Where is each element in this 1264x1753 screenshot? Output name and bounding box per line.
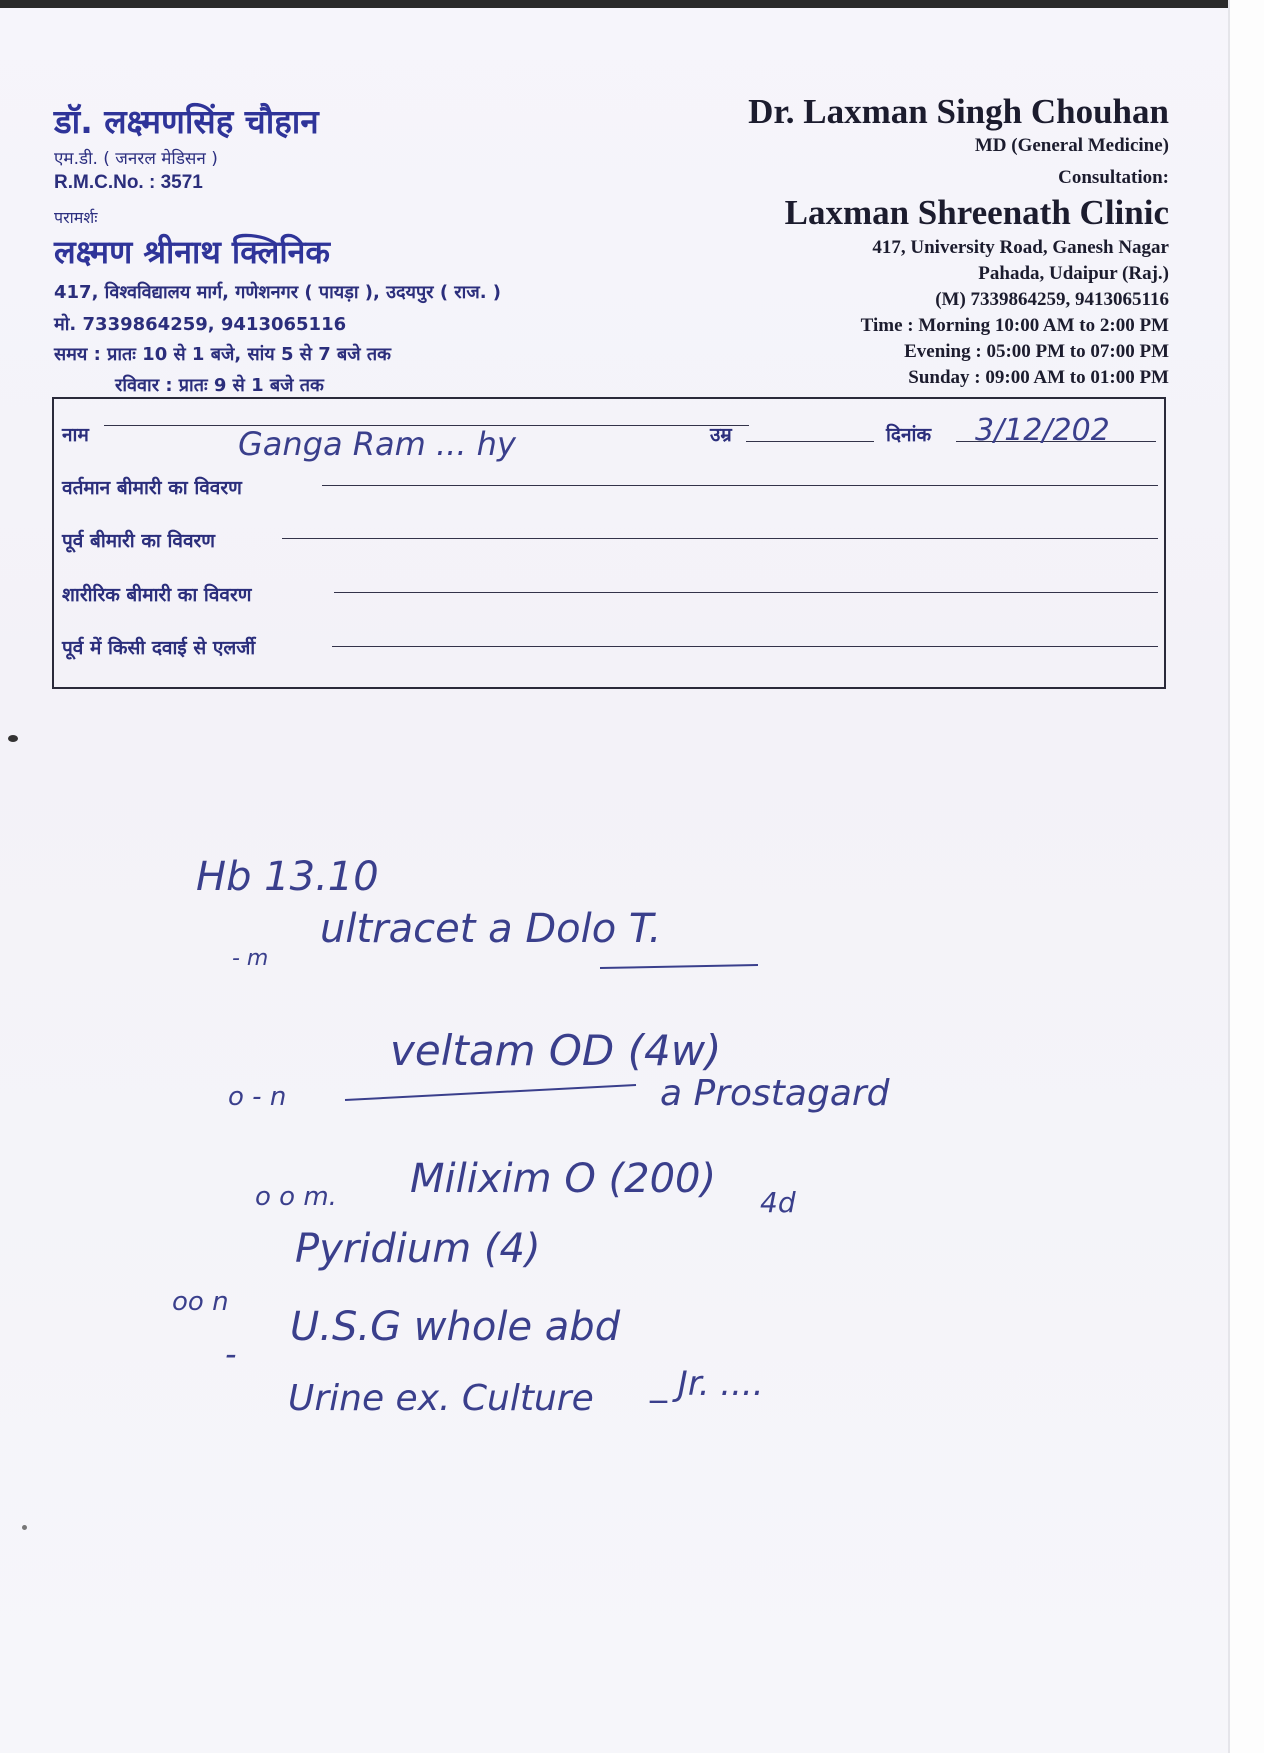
rx2-medicine: veltam OD (4w): [390, 1026, 722, 1075]
time-sunday-english: Sunday : 09:00 AM to 01:00 PM: [908, 367, 1169, 388]
age-label: उम्र: [710, 424, 732, 446]
scan-speck: [8, 735, 18, 742]
degree-english: MD (General Medicine): [974, 135, 1169, 156]
time-morning-english: Time : Morning 10:00 AM to 2:00 PM: [860, 315, 1169, 336]
date-handwritten: 3/12/202: [975, 413, 1110, 448]
rx1-medicine: ultracet a Dolo T.: [320, 906, 662, 952]
address-line2-english: Pahada, Udaipur (Raj.): [978, 263, 1169, 284]
time-evening-english: Evening : 05:00 PM to 07:00 PM: [904, 341, 1169, 362]
doctor-name-hindi: डॉ. लक्ष्मणसिंह चौहान: [54, 102, 319, 141]
clinic-name-english: Laxman Shreenath Clinic: [784, 193, 1169, 232]
consultation-label-hindi: परामर्शः: [54, 208, 98, 227]
physical-illness-label: शारीरिक बीमारी का विवरण: [62, 584, 252, 606]
clinic-name-hindi: लक्ष्मण श्रीनाथ क्लिनिक: [54, 233, 330, 271]
phone-english: (M) 7339864259, 9413065116: [935, 289, 1169, 310]
current-illness-label: वर्तमान बीमारी का विवरण: [62, 477, 242, 499]
timing-hindi: समय : प्रातः 10 से 1 बजे, सांय 5 से 7 बजे तक: [54, 344, 391, 365]
rx2-note: a Prostagard: [660, 1073, 890, 1114]
rx2-underline: [345, 1085, 636, 1100]
rx4-medicine: Pyridium (4): [295, 1226, 541, 1272]
rx5-investigation: U.S.G whole abd: [290, 1304, 621, 1350]
rx2-dosage: o - n: [228, 1082, 287, 1112]
patient-name-handwritten: Ganga Ram ... hy: [238, 425, 516, 463]
rx5-marker: -: [225, 1335, 237, 1373]
rx3-duration: 4d: [760, 1186, 796, 1219]
rx3-dosage: o o m.: [255, 1182, 337, 1212]
date-label: दिनांक: [886, 424, 932, 446]
rx4-dosage: oo n: [172, 1287, 229, 1317]
hb-value: Hb 13.10: [196, 854, 379, 900]
name-label: नाम: [62, 424, 89, 446]
rx6-note: _ Jr. ....: [650, 1364, 764, 1404]
rx1-underline: [600, 965, 758, 968]
rmc-number: R.M.C.No. : 3571: [54, 172, 203, 193]
past-illness-label: पूर्व बीमारी का विवरण: [62, 530, 216, 552]
drug-allergy-label: पूर्व में किसी दवाई से एलर्जी: [62, 637, 256, 659]
rx6-investigation: Urine ex. Culture: [288, 1378, 594, 1419]
sunday-timing-hindi: रविवार : प्रातः 9 से 1 बजे तक: [115, 375, 324, 396]
scan-right-margin: [1230, 0, 1264, 1753]
consultation-label-english: Consultation:: [1058, 167, 1169, 188]
rx3-medicine: Milixim O (200): [410, 1156, 717, 1202]
address-hindi: 417, विश्वविद्यालय मार्ग, गणेशनगर ( पायड़ा ), उदयपुर ( राज. ): [54, 282, 502, 303]
address-line1-english: 417, University Road, Ganesh Nagar: [872, 237, 1169, 258]
rx1-dosage: - m: [232, 946, 269, 971]
degree-hindi: एम.डी. ( जनरल मेडिसन ): [54, 149, 218, 169]
doctor-name-english: Dr. Laxman Singh Chouhan: [748, 92, 1169, 131]
phone-hindi: मो. 7339864259, 9413065116: [54, 314, 347, 335]
scan-speck: [22, 1525, 27, 1530]
